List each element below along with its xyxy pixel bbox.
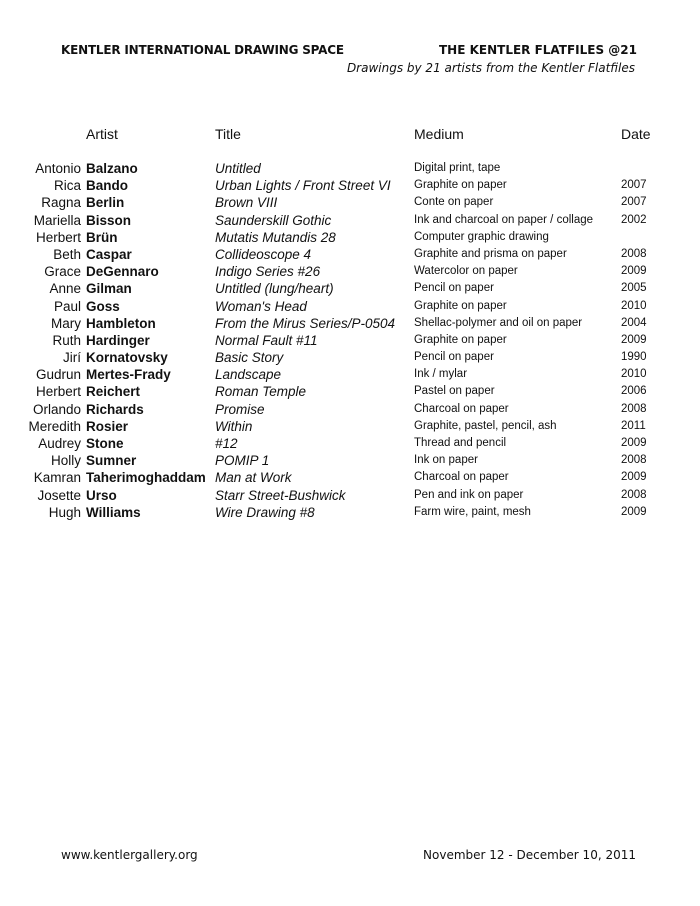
artist-first-name: Ruth [52, 332, 81, 348]
artwork-medium: Pencil on paper [414, 282, 494, 295]
artwork-medium: Pencil on paper [414, 351, 494, 364]
artwork-medium: Shellac-polymer and oil on paper [414, 316, 583, 329]
exhibition-dates: November 12 - December 10, 2011 [423, 848, 636, 862]
table-row [0, 366, 700, 383]
artist-last-name: Berlin [86, 195, 125, 211]
artist-first-name: Herbert [35, 384, 81, 400]
artwork-medium: Graphite on paper [414, 299, 507, 312]
artwork-date: 2006 [621, 385, 647, 398]
artwork-title: Man at Work [215, 470, 292, 486]
artwork-title: Roman Temple [215, 384, 307, 400]
artwork-title: Woman's Head [215, 298, 307, 314]
artist-last-name: Reichert [86, 384, 141, 400]
artwork-date: 2008 [621, 247, 647, 260]
artwork-medium: Computer graphic drawing [414, 230, 549, 243]
artwork-medium: Graphite on paper [414, 179, 507, 192]
artwork-date: 2007 [621, 179, 647, 192]
artist-first-name: Mariella [33, 212, 81, 228]
artist-last-name: Taherimoghaddam [86, 470, 206, 486]
table-row [0, 487, 700, 504]
artist-first-name: Hugh [48, 504, 81, 520]
artist-last-name: Balzano [86, 161, 138, 176]
artwork-medium: Graphite, pastel, pencil, ash [414, 419, 557, 432]
table-row [0, 263, 700, 280]
artwork-date: 2004 [621, 316, 647, 329]
exhibition-title: THE KENTLER FLATFILES @21 [439, 43, 637, 57]
table-row [0, 469, 700, 486]
artwork-medium: Charcoal on paper [414, 471, 509, 484]
artist-first-name: Jirí [63, 350, 81, 366]
artwork-date: 2010 [621, 299, 647, 312]
artist-first-name: Antonio [35, 161, 81, 176]
artwork-date: 2002 [621, 213, 647, 226]
artwork-title: Untitled [215, 161, 261, 176]
table-row [0, 177, 700, 194]
artwork-medium: Graphite on paper [414, 333, 507, 346]
artwork-date: 2010 [621, 368, 647, 381]
artwork-date: 2009 [621, 471, 647, 484]
table-row [0, 298, 700, 315]
table-row [0, 212, 700, 229]
artist-first-name: Orlando [32, 401, 81, 417]
artwork-medium: Graphite and prisma on paper [414, 247, 567, 260]
artwork-date: 2008 [621, 488, 647, 501]
artist-first-name: Grace [44, 264, 81, 280]
column-header-date: Date [621, 126, 651, 142]
artwork-medium: Thread and pencil [414, 437, 507, 449]
artwork-date: 2011 [621, 419, 646, 432]
artwork-title: From the Mirus Series/P-0504 [215, 315, 396, 331]
website-url: www.kentlergallery.org [61, 848, 198, 862]
artwork-medium: Conte on paper [414, 196, 494, 209]
table-row [0, 401, 700, 418]
artist-last-name: Rosier [86, 418, 129, 434]
gallery-name: KENTLER INTERNATIONAL DRAWING SPACE [61, 43, 344, 57]
artwork-date: 2008 [621, 402, 647, 415]
artist-first-name: Audrey [38, 436, 81, 451]
artist-last-name: Urso [86, 487, 117, 503]
artwork-title: Normal Fault #11 [215, 332, 318, 348]
artist-first-name: Kamran [33, 470, 81, 486]
artwork-date: 2009 [621, 505, 647, 518]
column-header-medium: Medium [414, 126, 464, 142]
artist-last-name: Stone [86, 436, 124, 451]
artist-first-name: Josette [37, 487, 81, 503]
artist-last-name: Richards [86, 401, 144, 417]
table-row [0, 349, 700, 366]
artist-last-name: Hardinger [86, 332, 150, 348]
exhibition-subtitle: Drawings by 21 artists from the Kentler Flatfiles [346, 61, 635, 75]
artwork-date: 2009 [621, 333, 647, 346]
artwork-medium: Farm wire, paint, mesh [414, 505, 531, 518]
artwork-title: Collideoscope 4 [215, 246, 312, 262]
artwork-date: 2008 [621, 454, 647, 467]
table-row [0, 383, 700, 400]
table-row [0, 229, 700, 246]
artist-last-name: DeGennaro [86, 264, 159, 280]
artwork-title: Promise [215, 401, 265, 417]
artwork-title: Untitled (lung/heart) [215, 281, 334, 297]
artwork-date: 2007 [621, 196, 647, 209]
artwork-title: Starr Street-Bushwick [215, 487, 346, 503]
artist-last-name: Hambleton [86, 315, 156, 331]
artist-last-name: Mertes-Frady [86, 367, 171, 383]
table-row [0, 452, 700, 469]
artwork-title: Indigo Series #26 [215, 264, 321, 280]
artist-first-name: Ragna [41, 195, 81, 211]
artwork-medium: Digital print, tape [414, 162, 501, 174]
artwork-list [0, 160, 700, 521]
artist-last-name: Brün [86, 229, 118, 245]
artist-last-name: Gilman [86, 281, 132, 297]
table-row [0, 160, 700, 177]
artwork-date: 2009 [621, 265, 647, 278]
artwork-title: Wire Drawing #8 [215, 504, 315, 520]
artwork-medium: Pastel on paper [414, 385, 495, 398]
artist-first-name: Herbert [35, 229, 81, 245]
artwork-title: Within [215, 418, 253, 434]
artwork-medium: Watercolor on paper [414, 265, 518, 278]
artwork-title: Mutatis Mutandis 28 [215, 229, 336, 245]
table-row [0, 246, 700, 263]
artwork-title: POMIP 1 [215, 453, 270, 469]
artwork-date: 2009 [621, 437, 647, 449]
artwork-title: Basic Story [215, 350, 284, 366]
artist-last-name: Williams [86, 504, 141, 520]
artist-first-name: Meredith [28, 418, 81, 434]
table-row [0, 332, 700, 349]
table-row [0, 280, 700, 297]
artwork-date: 1990 [621, 351, 647, 364]
table-row [0, 315, 700, 332]
artwork-date: 2005 [621, 282, 647, 295]
artwork-medium: Ink on paper [414, 454, 478, 467]
artist-first-name: Anne [49, 281, 81, 297]
artist-first-name: Holly [50, 453, 81, 469]
column-header-artist: Artist [86, 126, 118, 142]
artwork-medium: Charcoal on paper [414, 402, 509, 415]
artwork-medium: Pen and ink on paper [414, 488, 524, 501]
artwork-title: Landscape [215, 367, 282, 383]
table-row [0, 194, 700, 211]
artwork-title: Saunderskill Gothic [215, 212, 332, 228]
artist-first-name: Paul [53, 298, 81, 314]
artist-first-name: Mary [51, 315, 81, 331]
artist-last-name: Bisson [86, 212, 132, 228]
artist-last-name: Bando [86, 178, 128, 194]
table-row [0, 504, 700, 521]
artist-last-name: Sumner [86, 453, 137, 469]
table-row [0, 418, 700, 435]
artwork-title: Urban Lights / Front Street VI [215, 178, 391, 194]
artist-first-name: Beth [53, 246, 81, 262]
artist-first-name: Gudrun [35, 367, 81, 383]
artist-first-name: Rica [53, 178, 81, 194]
artwork-title: #12 [215, 436, 238, 451]
artwork-medium: Ink / mylar [414, 368, 468, 381]
artist-last-name: Kornatovsky [86, 350, 168, 366]
artwork-title: Brown VIII [215, 195, 278, 211]
artwork-medium: Ink and charcoal on paper / collage [414, 213, 594, 226]
artist-last-name: Goss [86, 298, 120, 314]
artist-last-name: Caspar [86, 246, 132, 262]
column-header-title: Title [215, 126, 241, 142]
table-row [0, 435, 700, 452]
